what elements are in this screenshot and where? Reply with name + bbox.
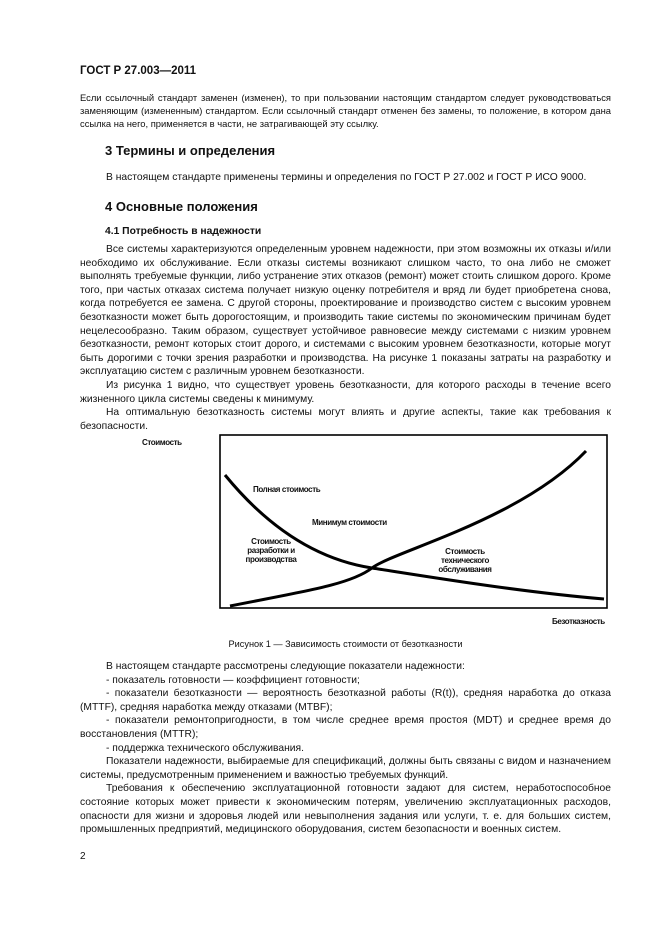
- x-axis-label: Безотказность: [552, 617, 605, 626]
- paragraph: Требования к обеспечению эксплуатационной готовности задают для систем, неработоспособное состояние которых может привести к экономическим потерям, увеличению эксплуатационных расходов, опасности для жизни и здоровья людей или невыполнения задания или услуги, т. е. для больших систем, промышленных предприятий, медицинского оборудования, систем безопасности и военных систем.: [80, 783, 611, 836]
- document-header: ГОСТ Р 27.003—2011: [80, 65, 197, 77]
- minimum-cost-label: Минимум стоимости: [312, 518, 387, 527]
- section-4-heading: 4 Основные положения: [105, 199, 258, 214]
- figure-frame: [220, 435, 607, 608]
- list-item: - поддержка технического обслуживания.: [106, 742, 304, 754]
- page-number: 2: [80, 851, 86, 862]
- subsection-4-1-heading: 4.1 Потребность в надежности: [105, 226, 262, 237]
- development-cost-label: Стоимость разработки и производства: [245, 537, 297, 564]
- paragraph: Все системы характеризуются определенным уровнем надежности, при этом возможны их отказы и/или необходимо их обслуживание. Если отказы системы возникают слишком часто, то она либо не сможет выполнять требуемые функции, либо устранение этих отказов (ремонт) может стоить слишком дорого. Кроме того, при частых отказах система получает низкую оценку потребителя и вряд ли будет приобретена снова, когда потребуется ее замена. С другой стороны, проектирование и производство систем с высоким уровнем безотказности может быть дорогостоящим, и производить такие системы по экономическим причинам будет нецелесообразно. Таким образом, существует устойчивое равновесие между системами с низким уровнем безотказности, ремонт которых стоит дорого, и системами с высоким уровнем безотказности, которые могут быть дорогими с точки зрения разработки и производства. На рисунке 1 показаны затраты на разработку и эксплуатацию систем с различным уровнем безотказности.: [80, 244, 611, 378]
- paragraph: Показатели надежности, выбираемые для спецификаций, должны быть связаны с видом и назначением системы, предусмотренным применением и важностью требуемых функций.: [80, 756, 611, 781]
- list-item: - показатели ремонтопригодности, в том числе среднее время простоя (MDT) и среднее время до восстановления (MTTR);: [80, 715, 611, 740]
- paragraph: В настоящем стандарте рассмотрены следующие показатели надежности:: [106, 661, 465, 672]
- development-cost-curve: [230, 451, 586, 606]
- y-axis-label: Стоимость: [142, 438, 182, 447]
- list-item: - показатели безотказности — вероятность безотказной работы (R(t)), средняя наработка до отказа (MTTF), средняя наработка между отказами (MTBF);: [80, 688, 611, 713]
- paragraph: На оптимальную безотказность системы могут влиять и другие аспекты, такие как требования к безопасности.: [80, 407, 611, 432]
- total-cost-label: Полная стоимость: [253, 485, 321, 494]
- figure-caption: Рисунок 1 — Зависимость стоимости от безотказности: [228, 639, 463, 649]
- section-3-heading: 3 Термины и определения: [105, 143, 276, 158]
- maintenance-cost-label: Стоимость технического обслуживания: [438, 547, 492, 574]
- indicators-section: [80, 660, 611, 837]
- list-item: - показатель готовности — коэффициент готовности;: [106, 674, 360, 686]
- paragraph: Из рисунка 1 видно, что существует уровень безотказности, для которого расходы в течение всего жизненного цикла системы сведены к минимуму.: [80, 379, 611, 405]
- section-3-text: В настоящем стандарте применены термины и определения по ГОСТ Р 27.002 и ГОСТ Р ИСО 9000.: [106, 172, 587, 183]
- intro-paragraph: Если ссылочный стандарт заменен (изменен), то при пользовании настоящим стандартом следует руководствоваться заменяющим (измененным) стандартом. Если ссылочный стандарт отменен без замены, то положение, в котором дана ссылка на него, применяется в части, не затрагивающей эту ссылку.: [80, 92, 611, 129]
